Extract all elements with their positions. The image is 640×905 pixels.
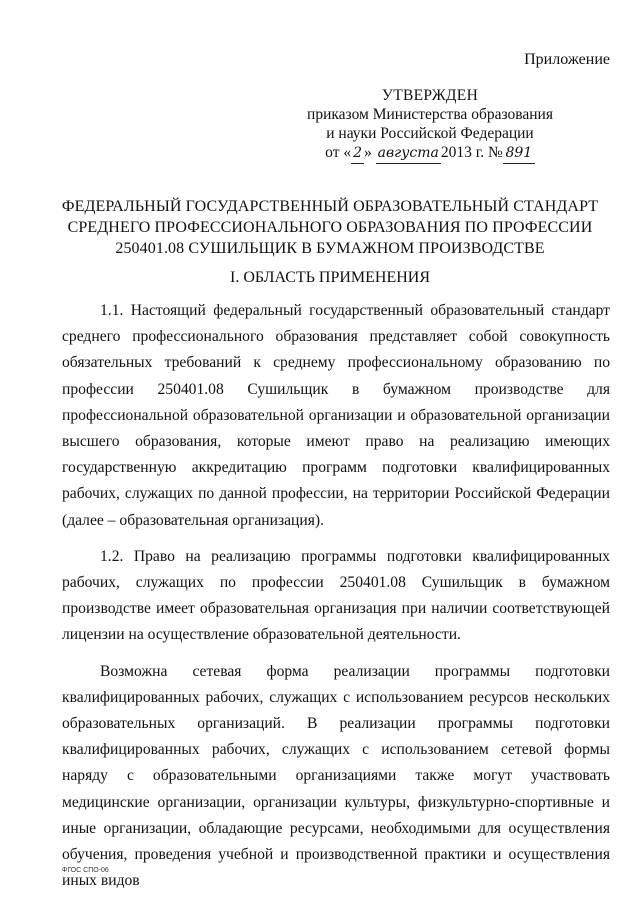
paragraph-network-form: Возможна сетевая форма реализации программы подготовки квалифицированных рабочих, служащих с использованием ресурсов нескольких образовательных организаций. В реализации программы подготовки квалифицированных рабочих, служащих с использованием сетевой формы наряду с образовательными организациями также могут участвовать медицинские организации, организации культуры, физкультурно-спортивные и иные организации, обладающие ресурсами, необходимыми для осуществления обучения, проведения учебной и производственной практики и осуществления иных видов [62, 662, 610, 890]
footer-code: ФГОС СПО-06 [62, 867, 109, 874]
paragraph-1-1: 1.1. Настоящий федеральный государственный образовательный стандарт среднего профессионального образования представляет собой совокупность обязательных требований к среднему профессиональному образованию по профессии 250401.08 Сушильщик в бумажном производстве для профессиональной образовательной организации и образовательной организации высшего образования, которые имеют право на реализацию имеющих государственную аккредитацию программ подготовки квалифицированных рабочих, служащих по данной профессии, на территории Российской Федерации (далее – образовательная организация). [62, 302, 610, 529]
approved-heading: УТВЕРЖДЕН [381, 87, 479, 104]
title-line-2: СРЕДНЕГО ПРОФЕССИОНАЛЬНОГО ОБРАЗОВАНИЯ ПО ПРОФЕССИИ [67, 219, 593, 236]
section-heading: I. ОБЛАСТЬ ПРИМЕНЕНИЯ [229, 269, 431, 286]
title-line-1: ФЕДЕРАЛЬНЫЙ ГОСУДАРСТВЕННЫЙ ОБРАЗОВАТЕЛЬНЫЙ СТАНДАРТ [61, 198, 599, 215]
handwritten-day: 2 [351, 144, 364, 164]
order-date-line [300, 143, 560, 164]
appendix-label: Приложение [524, 51, 610, 68]
approval-block [300, 86, 560, 164]
approval-line-2: и науки Российской Федерации [326, 125, 534, 142]
order-prefix: от « [325, 144, 352, 161]
title-line-3: 250401.08 СУШИЛЬЩИК В БУМАЖНОМ ПРОИЗВОДСТВЕ [115, 240, 545, 257]
body-text [62, 298, 610, 894]
handwritten-month: августа [376, 144, 441, 164]
paragraph-1-2: 1.2. Право на реализацию программы подготовки квалифицированных рабочих, служащих по профессии 250401.08 Сушильщик в бумажном производстве имеет образовательная организация при наличии соответствующей лицензии на осуществление образовательной деятельности. [62, 547, 610, 644]
order-mid: » [364, 144, 372, 161]
order-year: 2013 г. № [440, 144, 503, 161]
handwritten-number: 891 [503, 144, 535, 164]
document-title [60, 196, 600, 259]
approval-line-1: приказом Министерства образования [307, 106, 553, 123]
